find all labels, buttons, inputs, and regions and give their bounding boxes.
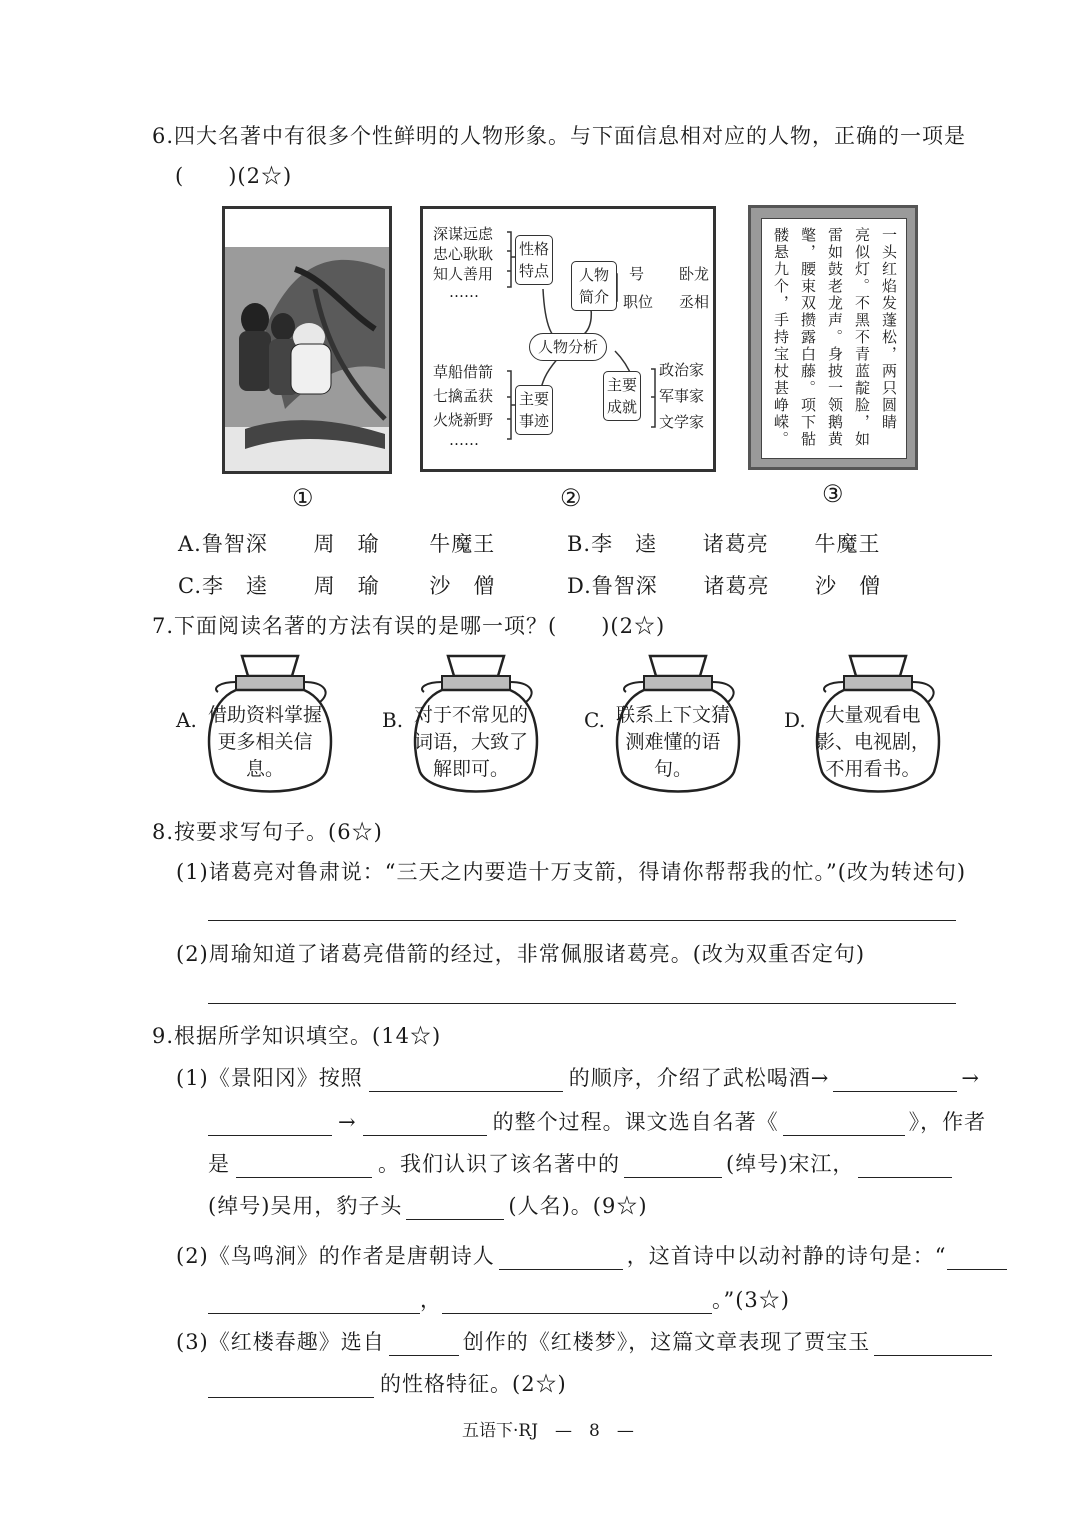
q8-answer-line-1[interactable] xyxy=(208,920,956,921)
blank-poem-line-1[interactable] xyxy=(208,1291,420,1314)
blank-poem-line-2[interactable] xyxy=(442,1291,712,1314)
q9-text: 的顺序，介绍了武松喝酒→ xyxy=(568,1066,830,1090)
bag-option-a[interactable] xyxy=(176,652,356,802)
blank-poet[interactable] xyxy=(499,1247,623,1270)
poem-card xyxy=(761,218,907,459)
option-name: 牛魔王 xyxy=(814,532,881,556)
bag-text: 借助资料掌握更多相关信息。 xyxy=(207,704,322,780)
deed-item: 火烧新野 xyxy=(433,411,494,429)
arrow-icon: → xyxy=(338,1110,357,1134)
q9-line-3 xyxy=(208,1148,952,1178)
bag-text: 大量观看电影、电视剧，不用看书。 xyxy=(815,704,930,780)
option-name: 沙 僧 xyxy=(815,574,882,598)
blank-step-3[interactable] xyxy=(363,1113,487,1136)
q9-text: 》，作者 xyxy=(908,1110,987,1134)
q9-text: 。”(3☆) xyxy=(712,1288,790,1312)
blank-trait-2[interactable] xyxy=(208,1375,374,1398)
bag-option-d[interactable] xyxy=(784,652,964,802)
bag-letter: A. xyxy=(176,708,197,732)
intro-key: 职位 xyxy=(623,293,654,311)
option-name: 鲁智深 xyxy=(591,574,658,598)
q6-image-1 xyxy=(222,206,392,474)
option-name: 李 逵 xyxy=(202,574,268,598)
bag-option-b[interactable] xyxy=(382,652,562,802)
q9-text: (人名)。(9☆) xyxy=(508,1194,648,1218)
bag-option-c[interactable] xyxy=(584,652,764,802)
trait-item: 深谋远虑 xyxy=(433,225,494,243)
option-letter: D. xyxy=(567,574,592,598)
intro-box: 人物简介 xyxy=(571,261,617,311)
q7-stem: 7.下面阅读名著的方法有误的是哪一项？( )(2☆) xyxy=(152,614,666,638)
option-name: 李 逵 xyxy=(591,532,658,556)
q6-image-3-poem xyxy=(748,205,918,470)
blank-author-hlm[interactable] xyxy=(389,1333,459,1356)
deed-item: …… xyxy=(449,431,479,449)
image-label-2: ② xyxy=(560,484,582,512)
blank-book-name[interactable] xyxy=(783,1113,905,1136)
q9-text: 是 xyxy=(208,1152,230,1176)
image-label-1: ① xyxy=(292,484,314,512)
blank-order[interactable] xyxy=(369,1069,563,1092)
blank-leopard-head[interactable] xyxy=(406,1197,504,1220)
q9-text: (3)《红楼春趣》选自 xyxy=(176,1330,385,1354)
blank-trait-1[interactable] xyxy=(874,1333,992,1356)
q9-text: (绰号)宋江， xyxy=(726,1152,855,1176)
achieve-item: 军事家 xyxy=(659,387,705,405)
option-c[interactable] xyxy=(178,570,495,600)
option-letter: A. xyxy=(178,532,202,556)
blank-step-2[interactable] xyxy=(208,1113,332,1136)
mindmap-center: 人物分析 xyxy=(529,333,607,361)
q9-text: (绰号)吴用，豹子头 xyxy=(208,1194,403,1218)
bag-text: 对于不常见的词语，大致了解即可。 xyxy=(413,704,528,780)
poem-column: 亮似灯。不黑不青蓝靛脸，如 xyxy=(853,227,871,448)
q9-line-5 xyxy=(176,1240,1007,1270)
q9-text: 的整个过程。课文选自名著《 xyxy=(492,1110,779,1134)
bag-text: 联系上下文猜测难懂的语句。 xyxy=(615,704,730,780)
option-b[interactable] xyxy=(567,528,880,558)
q9-line-6 xyxy=(208,1284,790,1314)
q6-image-2-mindmap xyxy=(420,206,716,472)
bag-letter: D. xyxy=(784,708,806,732)
option-name: 诸葛亮 xyxy=(702,532,769,556)
option-name: 鲁智深 xyxy=(201,532,268,556)
option-d[interactable] xyxy=(567,570,881,600)
bag-letter: B. xyxy=(382,708,404,732)
page-footer: 五语下·RJ — 8 — xyxy=(462,1421,634,1441)
poem-column: 氅，腰束双攒露白藤。项下骷 xyxy=(799,227,817,448)
q9-line-2 xyxy=(208,1106,986,1136)
blank-author[interactable] xyxy=(236,1155,372,1178)
option-letter: C. xyxy=(178,574,202,598)
trait-item: 知人善用 xyxy=(433,265,494,283)
intro-value: 卧龙 xyxy=(679,265,710,283)
option-name: 牛魔王 xyxy=(429,532,496,556)
q8-sentence-1: (1)诸葛亮对鲁肃说：“三天之内要造十万支箭，得请你帮帮我的忙。”(改为转述句) xyxy=(176,860,967,884)
q9-text: 的性格特征。(2☆) xyxy=(380,1372,567,1396)
deed-item: 七擒孟获 xyxy=(433,387,494,405)
deeds-box: 主要事迹 xyxy=(515,385,553,435)
q8-stem: 8.按要求写句子。(6☆) xyxy=(152,820,383,844)
q9-text: (2)《鸟鸣涧》的作者是唐朝诗人 xyxy=(176,1244,495,1268)
q8-sentence-2: (2)周瑜知道了诸葛亮借箭的经过，非常佩服诸葛亮。(改为双重否定句) xyxy=(176,942,866,966)
poem-column: 雷如鼓老龙声。身披一领鹅黄 xyxy=(826,227,844,448)
arrow-icon: → xyxy=(961,1066,980,1090)
q9-line-4 xyxy=(208,1190,648,1220)
achieve-item: 文学家 xyxy=(659,413,705,431)
ink-painting-illustration xyxy=(225,209,389,471)
blank-step-1[interactable] xyxy=(833,1069,957,1092)
q6-stem: 6.四大名著中有很多个性鲜明的人物形象。与下面信息相对应的人物，正确的一项是 xyxy=(152,124,967,148)
trait-item: …… xyxy=(449,283,479,301)
q9-text: 。我们认识了该名著中的 xyxy=(378,1152,620,1176)
achieve-item: 政治家 xyxy=(659,361,705,379)
poem-column: 一头红焰发蓬松，两只圆睛 xyxy=(880,227,898,431)
q9-line-1 xyxy=(176,1062,980,1092)
option-name: 诸葛亮 xyxy=(703,574,770,598)
traits-box: 性格特点 xyxy=(515,235,553,285)
q9-line-8 xyxy=(208,1368,567,1398)
q8-answer-line-2[interactable] xyxy=(208,1003,956,1004)
q6-answer-paren: ( )(2☆) xyxy=(175,164,293,188)
trait-item: 忠心耿耿 xyxy=(433,245,494,263)
blank-poem-line-start[interactable] xyxy=(947,1247,1007,1270)
deed-item: 草船借箭 xyxy=(433,363,494,381)
option-name: 沙 僧 xyxy=(429,574,496,598)
blank-nickname-wuyong[interactable] xyxy=(858,1155,952,1178)
image-label-3: ③ xyxy=(822,480,844,508)
q9-text: ，这首诗中以动衬静的诗句是：“ xyxy=(626,1244,947,1268)
bag-letter: C. xyxy=(584,708,605,732)
option-name: 周 瑜 xyxy=(313,532,380,556)
intro-value: 丞相 xyxy=(679,293,710,311)
poem-column: 髅悬九个，手持宝杖甚峥嵘。 xyxy=(772,227,790,448)
intro-key: 号 xyxy=(629,265,645,283)
q9-text: ， xyxy=(420,1288,442,1312)
option-a[interactable] xyxy=(178,528,495,558)
q9-line-7 xyxy=(176,1326,992,1356)
q9-stem: 9.根据所学知识填空。(14☆) xyxy=(152,1024,442,1048)
q9-text: 创作的《红楼梦》，这篇文章表现了贾宝玉 xyxy=(462,1330,871,1354)
option-name: 周 瑜 xyxy=(313,574,380,598)
achieve-box: 主要成就 xyxy=(603,371,641,421)
q9-text: (1)《景阳冈》按照 xyxy=(176,1066,363,1090)
blank-nickname-songjiang[interactable] xyxy=(624,1155,722,1178)
option-letter: B. xyxy=(567,532,592,556)
